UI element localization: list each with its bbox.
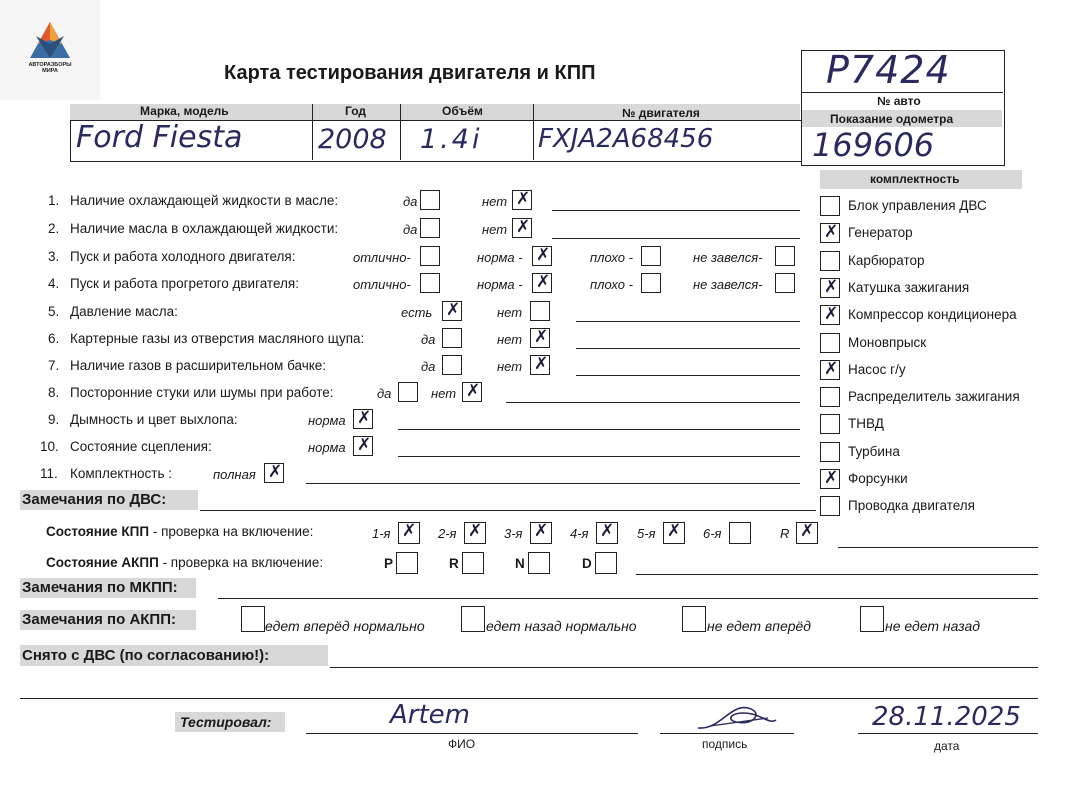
option-label: полная [213, 467, 256, 482]
odometer-label: Показание одометра [830, 112, 954, 126]
odometer-value: 169606 [812, 126, 935, 164]
answer-line [576, 348, 800, 349]
mode-label: R [449, 556, 459, 571]
question-number: 2. [48, 221, 60, 236]
akpp-remark-label: не едет назад [885, 618, 980, 634]
completeness-checkbox[interactable] [820, 223, 840, 243]
completeness-checkbox[interactable] [820, 387, 840, 407]
completeness-item-label: Карбюратор [848, 252, 925, 268]
option-label: да [421, 359, 436, 374]
question-number: 10. [40, 439, 59, 454]
remarks-mkpp-label: Замечания по МКПП: [22, 579, 178, 596]
question-number: 5. [48, 304, 60, 319]
remarks-dvs-label: Замечания по ДВС: [22, 491, 167, 508]
mode-label: P [384, 556, 394, 571]
completeness-checkbox[interactable] [820, 278, 840, 298]
option-label: да [377, 386, 392, 401]
make-model-label: Марка, модель [140, 104, 229, 118]
option-label: нет [482, 222, 508, 237]
checkbox[interactable] [775, 246, 795, 266]
year-label: Год [345, 104, 366, 118]
reg-number: P7424 [826, 48, 951, 92]
option-label: норма - [477, 277, 523, 292]
engine-number-label: № двигателя [622, 106, 700, 120]
completeness-item-label: Насос г/у [848, 361, 906, 377]
gear-label: 5-я [637, 526, 656, 541]
checkbox[interactable] [353, 436, 373, 456]
checkbox[interactable] [398, 382, 418, 402]
option-label: да [403, 194, 418, 209]
logo-text-line2: МИРА [42, 68, 58, 74]
question-text: Пуск и работа холодного двигателя: [70, 249, 296, 264]
checkbox[interactable] [420, 218, 440, 238]
date-value: 28.11.2025 [872, 702, 1021, 732]
question-number: 6. [48, 331, 60, 346]
volume-value: 1.4i [420, 124, 483, 155]
answer-line [398, 429, 800, 430]
checkbox[interactable] [442, 301, 462, 321]
question-text: Комплектность : [70, 466, 173, 481]
mode-checkbox[interactable] [396, 552, 418, 574]
gear-checkbox[interactable] [663, 522, 685, 544]
logo [0, 0, 100, 100]
akpp-remark-checkbox[interactable] [682, 606, 706, 632]
question-text: Посторонние стуки или шумы при работе: [70, 385, 334, 400]
completeness-item-label: Блок управления ДВС [848, 198, 987, 213]
akpp-label: Состояние АКПП - проверка на включение: [46, 555, 324, 570]
question-number: 4. [48, 276, 60, 291]
answer-line [576, 321, 800, 322]
checkbox[interactable] [530, 328, 550, 348]
completeness-item-label: Катушка зажигания [848, 279, 970, 295]
answer-line [306, 483, 800, 484]
option-label: нет [482, 194, 508, 209]
answer-line [576, 375, 800, 376]
completeness-item-label: Проводка двигателя [848, 498, 975, 514]
option-label: да [421, 332, 436, 347]
removed-label: Снято с ДВС (по согласованию!): [22, 647, 270, 664]
reg-number-label: № авто [877, 94, 921, 108]
question-text: Наличие охлаждающей жидкости в масле: [70, 193, 339, 208]
gear-checkbox[interactable] [596, 522, 618, 544]
checkbox[interactable] [420, 246, 440, 266]
completeness-checkbox[interactable] [820, 333, 840, 353]
signature-mark [690, 700, 780, 734]
completeness-item-label: Компрессор кондиционера [848, 307, 1017, 323]
gear-label: R [780, 526, 790, 541]
year-value: 2008 [318, 124, 387, 155]
fio-value: Artem [390, 700, 470, 730]
question-text: Картерные газы из отверстия масляного щупа: [70, 331, 365, 346]
akpp-remark-checkbox[interactable] [241, 606, 265, 632]
gear-label: 2-я [438, 526, 457, 541]
checkbox[interactable] [530, 355, 550, 375]
engine-number-value: FXJA2A68456 [538, 124, 714, 154]
question-text: Наличие газов в расширительном бачке: [70, 358, 327, 373]
completeness-checkbox[interactable] [820, 305, 840, 325]
akpp-remark-checkbox[interactable] [860, 606, 884, 632]
make-model-value: Ford Fiesta [76, 120, 243, 155]
gear-label: 1-я [372, 526, 391, 541]
answer-line [398, 456, 800, 457]
tested-by-label: Тестировал: [180, 714, 272, 730]
page-title: Карта тестирования двигателя и КПП [224, 62, 596, 84]
checkbox[interactable] [532, 246, 552, 266]
option-label: отлично- [353, 277, 411, 292]
answer-line [506, 402, 800, 403]
question-text: Наличие масла в охлаждающей жидкости: [70, 221, 339, 236]
completeness-item-label: Генератор [848, 225, 913, 241]
option-label: не завелся- [693, 250, 763, 265]
question-number: 11. [40, 466, 58, 481]
checkbox[interactable] [462, 382, 482, 402]
option-label: не завелся- [693, 277, 763, 292]
question-number: 1. [48, 193, 60, 208]
question-number: 7. [48, 358, 60, 373]
option-label: нет [497, 305, 523, 320]
gear-label: 4-я [570, 526, 589, 541]
option-label: плохо - [590, 277, 633, 292]
question-number: 8. [48, 385, 60, 400]
question-text: Пуск и работа прогретого двигателя: [70, 276, 299, 291]
question-number: 3. [48, 249, 60, 264]
completeness-checkbox[interactable] [820, 414, 840, 434]
checkbox[interactable] [641, 246, 661, 266]
akpp-remark-label: едет вперёд нормально [265, 618, 425, 634]
mode-checkbox[interactable] [595, 552, 617, 574]
remarks-akpp-label: Замечания по АКПП: [22, 611, 176, 628]
logo-mountain-icon [0, 0, 100, 62]
completeness-item-label: ТНВД [848, 416, 884, 432]
question-number: 9. [48, 412, 60, 427]
question-text: Давление масла: [70, 304, 178, 319]
completeness-checkbox[interactable] [820, 442, 840, 462]
checkbox[interactable] [420, 190, 440, 210]
option-label: отлично- [353, 250, 411, 265]
completeness-checkbox[interactable] [820, 251, 840, 271]
signature-label: подпись [702, 737, 748, 751]
checkbox[interactable] [775, 273, 795, 293]
completeness-header: комплектность [870, 172, 960, 186]
gear-label: 3-я [504, 526, 523, 541]
question-text: Дымность и цвет выхлопа: [70, 412, 238, 427]
completeness-checkbox[interactable] [820, 360, 840, 380]
checkbox[interactable] [530, 301, 550, 321]
fio-label: ФИО [448, 737, 476, 751]
completeness-item-label: Моновпрыск [848, 334, 927, 350]
completeness-checkbox[interactable] [820, 496, 840, 516]
gear-checkbox[interactable] [796, 522, 818, 544]
volume-label: Объём [442, 104, 483, 118]
mode-label: N [515, 556, 525, 571]
kpp-label: Состояние КПП - проверка на включение: [46, 524, 314, 539]
completeness-checkbox[interactable] [820, 469, 840, 489]
gear-checkbox[interactable] [398, 522, 420, 544]
checkbox[interactable] [353, 409, 373, 429]
gear-label: 6-я [703, 526, 722, 541]
akpp-remark-checkbox[interactable] [461, 606, 485, 632]
checkbox[interactable] [442, 328, 462, 348]
gear-checkbox[interactable] [729, 522, 751, 544]
logo-text-line1: АВТОРАЗБОРЫ [28, 62, 72, 68]
gear-checkbox[interactable] [530, 522, 552, 544]
akpp-remark-label: едет назад нормально [486, 618, 637, 634]
option-label: нет [497, 332, 523, 347]
completeness-checkbox[interactable] [820, 196, 840, 216]
option-label: нет [431, 386, 457, 401]
mode-checkbox[interactable] [462, 552, 484, 574]
checkbox[interactable] [420, 273, 440, 293]
completeness-item-label: Форсунки [848, 471, 908, 486]
checkbox[interactable] [512, 190, 532, 210]
option-label: есть [401, 305, 433, 320]
checkbox[interactable] [264, 463, 284, 483]
option-label: нет [497, 359, 523, 374]
checkbox[interactable] [512, 218, 532, 238]
akpp-remark-label: не едет вперёд [707, 618, 812, 634]
answer-line [552, 238, 800, 239]
mode-label: D [582, 556, 592, 571]
question-text: Состояние сцепления: [70, 439, 212, 454]
option-label: норма [308, 440, 346, 455]
option-label: да [403, 222, 418, 237]
completeness-item-label: Распределитель зажигания [848, 389, 1020, 405]
gear-checkbox[interactable] [464, 522, 486, 544]
checkbox[interactable] [532, 273, 552, 293]
answer-line [552, 210, 800, 211]
date-label: дата [934, 739, 960, 753]
checkbox[interactable] [641, 273, 661, 293]
option-label: плохо - [590, 250, 633, 265]
checkbox[interactable] [442, 355, 462, 375]
mode-checkbox[interactable] [528, 552, 550, 574]
option-label: норма - [477, 250, 523, 265]
option-label: норма [308, 413, 346, 428]
completeness-item-label: Турбина [848, 443, 900, 459]
